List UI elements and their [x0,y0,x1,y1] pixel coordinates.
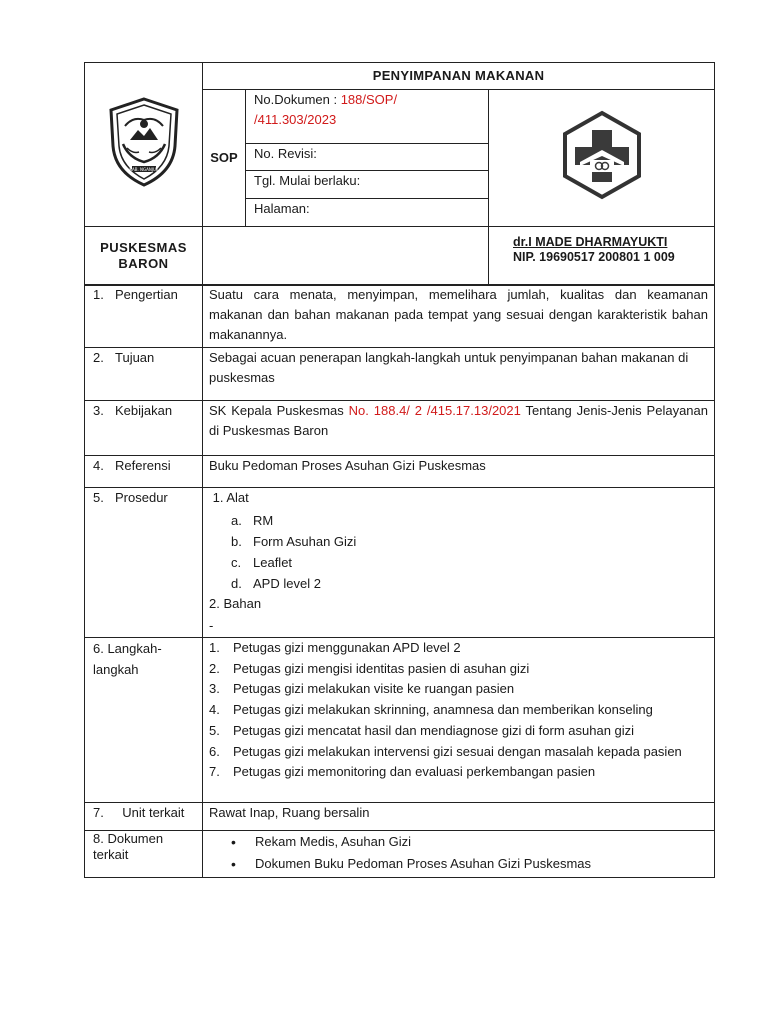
list-item: 1. Petugas gizi menggunakan APD level 2 [209,640,461,655]
list-item: c. Leaflet [231,555,293,570]
row-prosedur [85,488,715,638]
puskesmas-name-cell [85,227,203,286]
content-kebijakan: SK Kepala Puskesmas No. 188.4/ 2 /415.17.13/2021 Tentang Jenis-Jenis Pelayanan di Puskesmas Baron [203,401,715,456]
sop-body-table [84,284,715,878]
emblem-caption: KAB. NGANJUK [128,166,159,172]
puskesmas-name-line-2: BARON [118,256,169,271]
content-pengertian: Suatu cara menata, menyimpan, memelihara jumlah, kualitas dan keamanan makanan dan bahan makanan pada tempat yang sesuai dengan karakteristik bahan makanannya. [203,285,715,348]
list-item: 4. Petugas gizi melakukan skrinning, anamnesa dan memberikan konseling [209,702,653,718]
bahan-value: - [209,618,214,633]
row-langkah [85,638,715,803]
list-item: 7. Petugas gizi memonitoring dan evaluasi perkembangan pasien [209,764,596,780]
sop-label-cell [203,90,246,227]
label-kebijakan: 3. Kebijakan [85,401,203,456]
page-count-label: Halaman: [254,201,310,216]
content-unit: Rawat Inap, Ruang bersalin [203,803,715,831]
doc-info-cell [246,90,489,227]
list-item: 5. Petugas gizi mencatat hasil dan mendiagnose gizi di form asuhan gizi [209,722,635,738]
nganjuk-regency-emblem-icon [103,96,185,188]
doc-number-label: No.Dokumen : [254,92,341,107]
logo-cell [85,63,203,227]
blank-cell [203,227,489,286]
steps-list [209,638,708,783]
doc-number-value-2: /411.303/2023 [254,112,337,127]
alat-list [231,510,708,594]
effective-date-label: Tgl. Mulai berlaku: [254,173,361,188]
doc-number-row [246,90,488,144]
content-langkah [203,638,715,803]
label-referensi: 4. Referensi [85,456,203,488]
signatory-name: dr.I MADE DHARMAYUKTI [513,235,668,249]
row-referensi [85,456,715,488]
puskesmas-name-line-1: PUSKESMAS [100,240,187,255]
row-unit [85,803,715,831]
label-dokumen: 8. Dokumen terkait [85,831,203,878]
doc-number-value-1: 188/SOP/ [340,92,398,107]
label-unit: 7. Unit terkait [85,803,203,831]
page-count-row [246,199,488,226]
content-referensi: Buku Pedoman Proses Asuhan Gizi Puskesmas [203,456,715,488]
puskesmas-logo-cell [489,90,715,227]
signatory-nip: NIP. 19690517 200801 1 009 [513,250,675,264]
row-pengertian [85,285,715,348]
list-item: • Rekam Medis, Asuhan Gizi [209,831,708,853]
content-tujuan: Sebagai acuan penerapan langkah-langkah untuk penyimpanan bahan makanan di puskesmas [203,348,715,401]
revision-label: No. Revisi: [254,146,317,161]
label-prosedur: 5. Prosedur [85,488,203,638]
list-item: 2. Petugas gizi mengisi identitas pasien di asuhan gizi [209,660,530,676]
label-langkah: 6. Langkah- langkah [85,638,203,803]
dokumen-list [209,831,708,875]
effective-date-row [246,171,488,199]
row-dokumen [85,831,715,878]
content-dokumen [203,831,715,878]
signatory-cell [489,227,715,286]
label-tujuan: 2. Tujuan [85,348,203,401]
list-item: b. Form Asuhan Gizi [231,534,357,549]
list-item: 6. Petugas gizi melakukan intervensi gizi sesuai dengan masalah kepada pasien [209,743,682,759]
title-text: PENYIMPANAN MAKANAN [372,68,545,83]
policy-number: No. 188.4/ 2 /415.17.13/2021 [348,403,521,418]
alat-heading: 1. Alat [209,490,249,505]
list-item: a. RM [231,513,274,528]
row-tujuan [85,348,715,401]
label-pengertian: 1. Pengertian [85,285,203,348]
puskesmas-logo-icon [560,110,644,200]
list-item: d. APD level 2 [231,576,321,591]
sop-header-table [84,62,715,286]
document-title [203,63,715,90]
content-prosedur [203,488,715,638]
revision-row [246,144,488,171]
bahan-heading: 2. Bahan [209,596,262,611]
list-item: • Dokumen Buku Pedoman Proses Asuhan Gizi Puskesmas [209,853,708,875]
list-item: 3. Petugas gizi melakukan visite ke ruangan pasien [209,681,515,697]
row-kebijakan [85,401,715,456]
sop-label: SOP [210,150,238,165]
